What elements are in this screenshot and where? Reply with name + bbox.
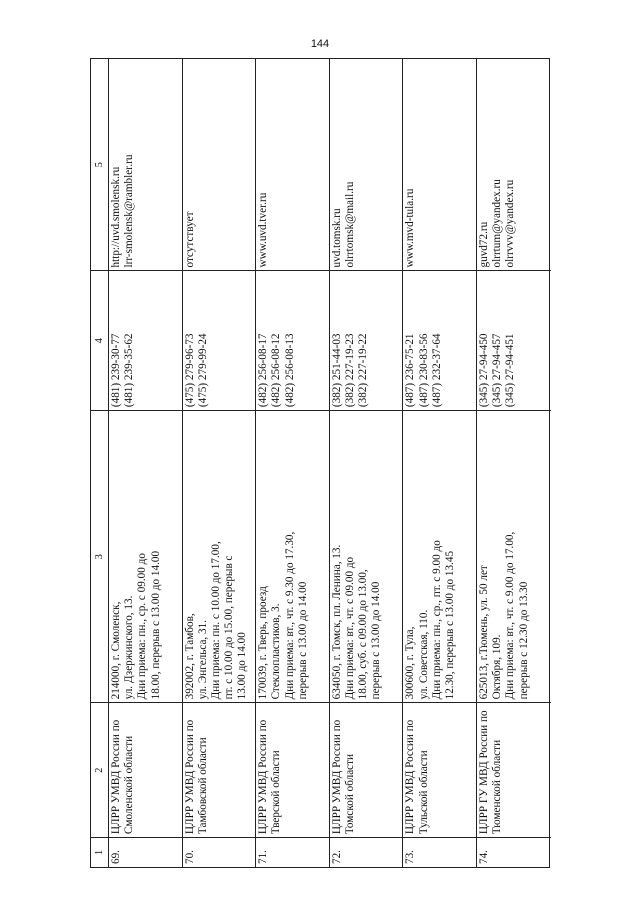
phones-line: (382) 227-19-22: [357, 333, 370, 408]
web-email-cell: [183, 59, 256, 270]
web-email-cell: [256, 59, 329, 270]
address-hours-cell: [330, 410, 403, 702]
phones-cell: [330, 270, 403, 410]
address-hours-line: 12.30, перерыв с 13.00 до 13.45: [443, 550, 456, 700]
organization-line: ЦЛРР УМВД России по: [330, 719, 343, 835]
organization-line: ЦЛРР УМВД России по: [110, 719, 122, 835]
row-number-cell: 70.: [183, 837, 256, 867]
address-hours-line: Дни приема: вт., чт. с 9.30 до 17.30,: [283, 531, 296, 700]
address-hours-line: перерыв с 13.00 до 14.00: [296, 581, 309, 700]
row-number-cell: 74.: [477, 837, 551, 867]
table-row: [330, 59, 404, 867]
organization-line: Томской области: [343, 754, 356, 835]
phones-line: (482) 256-08-12: [270, 333, 283, 408]
address-hours-line: 392002, г. Тамбов,: [183, 613, 196, 700]
web-email-cell: [109, 59, 182, 270]
table-row: [403, 59, 477, 867]
address-hours-line: пт. с 10.00 до 15.00, перерыв с: [223, 555, 236, 700]
table-header-row: [91, 59, 109, 867]
address-hours-cell: [183, 410, 256, 702]
web-email-line: http://uvd.smolensk.ru: [110, 166, 122, 268]
address-hours-line: 214000, г. Смоленск,: [110, 601, 122, 700]
phones-cell: [477, 270, 551, 410]
phones-line: (475) 279-96-73: [183, 333, 196, 408]
address-hours-line: 634050, г. Томск, пл. Ленина, 13.: [330, 544, 343, 700]
header-col-1: 1: [91, 837, 108, 867]
header-col-4: 4: [91, 270, 108, 410]
web-email-cell: [477, 59, 551, 270]
organization-cell: [403, 702, 476, 837]
rotated-table-frame: [90, 58, 550, 868]
address-hours-line: Дни приема: пн., ср. с 09.00 до: [136, 553, 149, 700]
page-number: 144: [310, 38, 330, 50]
phones-cell: [109, 270, 182, 410]
table-row: [256, 59, 330, 867]
phones-line: (345) 27-94-457: [491, 333, 504, 408]
organization-cell: [477, 702, 551, 837]
organization-line: ЦЛРР ГУ МВД России по: [477, 710, 490, 835]
organization-cell: [183, 702, 256, 837]
address-hours-cell: [109, 410, 182, 702]
organization-line: Тамбовской области: [196, 737, 209, 835]
web-email-line: olrrtum@yandex.ru: [491, 179, 504, 268]
phones-line: (481) 239-35-62: [123, 333, 136, 408]
phones-cell: [256, 270, 329, 410]
phones-line: (382) 251-44-03: [330, 333, 343, 408]
web-email-line: lrr-smolensk@rambler.ru: [123, 154, 136, 268]
web-email-line: www.mvd-tula.ru: [404, 188, 417, 268]
phones-cell: [403, 270, 476, 410]
phones-line: (345) 27-94-451: [504, 333, 517, 408]
address-hours-line: Стеклопластиков, 3.: [270, 603, 283, 700]
row-number-cell: 73.: [403, 837, 476, 867]
organization-line: Смоленской области: [123, 735, 136, 835]
organization-cell: [109, 702, 182, 837]
address-hours-line: Октября, 109.: [491, 634, 504, 700]
address-hours-line: 170039, г. Тверь, проезд: [257, 586, 270, 700]
address-hours-line: перерыв с 13.00 до 14.00: [370, 581, 383, 700]
phones-line: (487) 230-83-56: [417, 333, 430, 408]
address-hours-line: 300600, г. Тула,: [404, 626, 417, 700]
header-col-3: 3: [91, 410, 108, 702]
phones-line: (345) 27-94-450: [477, 333, 490, 408]
organization-line: Тверской области: [270, 750, 283, 835]
address-hours-line: ул. Энгельса, 31.: [196, 620, 209, 700]
organization-line: Тюменской области: [491, 739, 504, 835]
address-hours-line: 18.00, суб. с 09.00 до 13.00,: [357, 569, 370, 700]
web-email-line: uvd.tomsk.ru: [330, 208, 343, 268]
phones-cell: [183, 270, 256, 410]
web-email-line: отсутствует: [183, 211, 196, 268]
table-row: [477, 59, 551, 867]
web-email-line: www.uvd.tver.ru: [257, 192, 270, 268]
web-email-cell: [330, 59, 403, 270]
phones-line: (482) 256-08-17: [257, 333, 270, 408]
organization-line: ЦЛРР УМВД России по: [183, 719, 196, 835]
address-hours-line: перерыв с 12.30 до 13.30: [517, 581, 530, 700]
organization-cell: [256, 702, 329, 837]
organization-line: ЦЛРР УМВД России по: [404, 719, 417, 835]
header-col-2: 2: [91, 702, 108, 837]
table-row: [109, 59, 183, 867]
row-number-cell: 71.: [256, 837, 329, 867]
address-hours-line: Дни приема: пн. с 10.00 до 17.00,: [210, 541, 222, 700]
address-hours-line: Дни приема: пн., ср., пт. с 9.00 до: [430, 540, 443, 700]
phones-line: (382) 227-19-23: [343, 333, 356, 408]
phones-line: (475) 279-99-24: [196, 333, 209, 408]
row-number-cell: 72.: [330, 837, 403, 867]
row-number-cell: 69.: [109, 837, 182, 867]
address-hours-cell: [477, 410, 551, 702]
address-hours-cell: [403, 410, 476, 702]
phones-line: (487) 236-75-21: [404, 333, 417, 408]
address-hours-line: 13.00 до 14.00: [236, 632, 249, 700]
address-hours-line: ул. Дзержинского, 13.: [123, 595, 136, 700]
organization-line: ЦЛРР УМВД России по: [257, 719, 270, 835]
address-hours-line: Дни приема: вт., чт. с 9.00 до 17.00,: [504, 531, 517, 700]
organization-line: Тульской области: [417, 750, 430, 835]
address-hours-line: 18.00, перерыв с 13.00 до 14.00: [149, 550, 162, 700]
web-email-line: guvd72.ru: [477, 221, 490, 268]
address-hours-cell: [256, 410, 329, 702]
phones-line: (482) 256-08-13: [283, 333, 296, 408]
web-email-cell: [403, 59, 476, 270]
header-col-5: 5: [94, 162, 105, 168]
phones-line: (487) 232-37-64: [430, 333, 443, 408]
address-hours-line: 625013, г.Тюмень, ул. 50 лет: [477, 565, 490, 700]
table-row: [183, 59, 257, 867]
address-hours-line: ул. Советская, 110.: [417, 609, 430, 700]
registration-offices-table: [90, 58, 550, 868]
web-email-line: olrrtomsk@mail.ru: [343, 181, 356, 268]
web-email-line: olrrvvv@yandex.ru: [504, 179, 517, 268]
organization-cell: [330, 702, 403, 837]
phones-line: (481) 239-30-77: [110, 333, 122, 408]
address-hours-line: Дни приема: вт., чт. с 09.00 до: [343, 556, 356, 700]
